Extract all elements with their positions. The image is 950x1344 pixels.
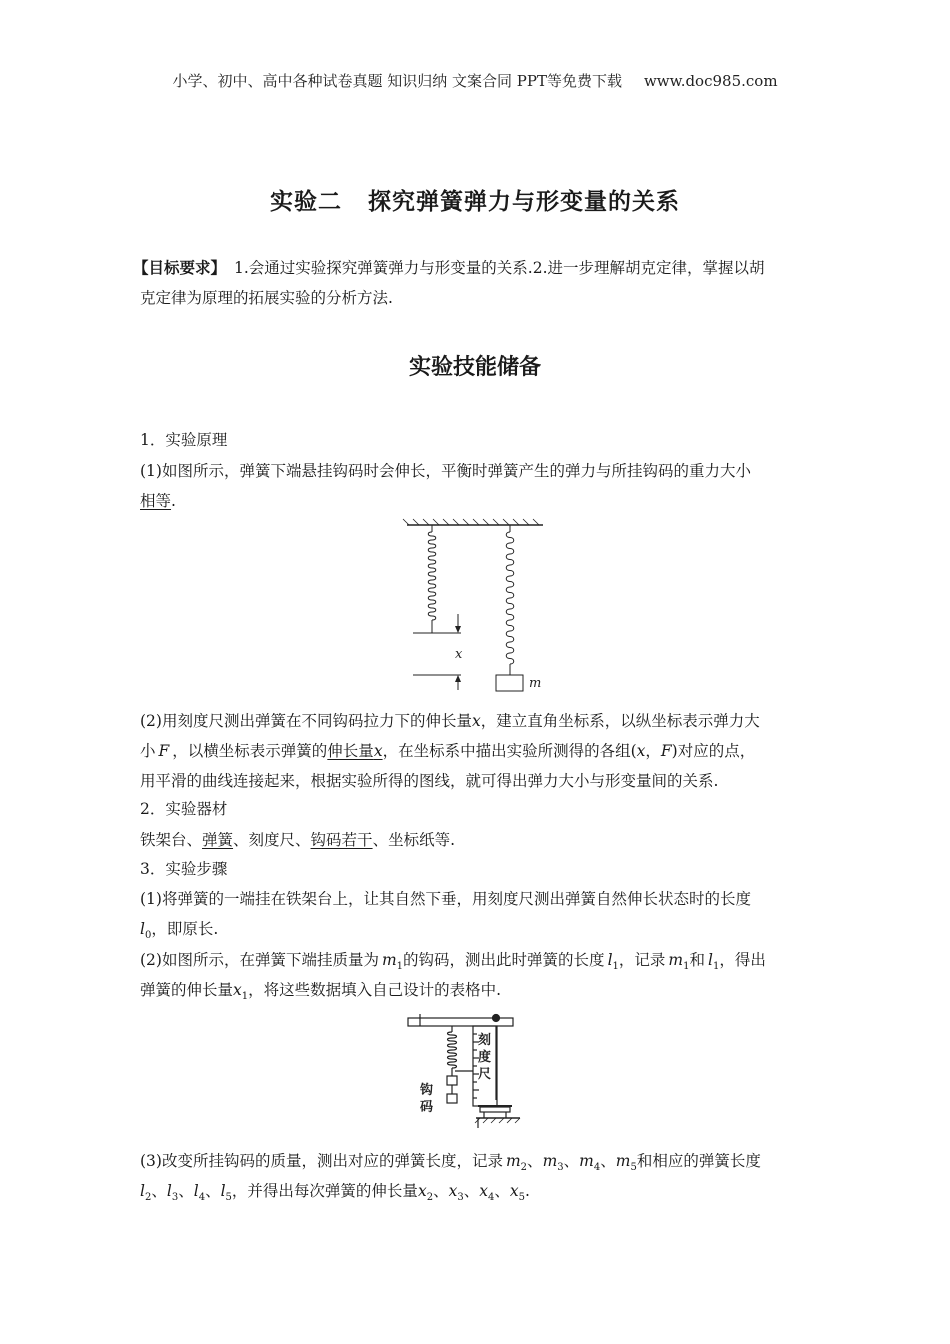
sub: 2 — [144, 1192, 152, 1204]
t: (2)如图所示，在弹簧下端挂质量为 — [140, 951, 379, 969]
t: 、坐标纸等. — [372, 831, 455, 849]
sub: 1 — [396, 961, 404, 973]
fig1-label-x: x — [455, 647, 463, 662]
iron-stand-figure — [400, 1010, 525, 1138]
s1-p1-line1: (1)如图所示，弹簧下端悬挂钩码时会伸长，平衡时弹簧产生的弹力与所挂钩码的重力大小 — [140, 462, 751, 480]
s3-p3-line1: (3)改变所挂钩码的质量，测出对应的弹簧长度，记录 $m_2$、$m_3$、$m_4$、$m_5$和相应的弹簧长度 — [140, 1152, 761, 1174]
var: x — [373, 742, 383, 760]
var: l — [140, 1182, 145, 1200]
hook-char-2: 码 — [420, 1100, 434, 1115]
var: x — [509, 1182, 519, 1200]
var: l — [140, 920, 145, 938]
var: F — [660, 742, 672, 760]
sub: 3 — [171, 1192, 179, 1204]
sub: 3 — [557, 1162, 564, 1174]
goal-line-2 — [140, 288, 393, 308]
t: ，即原长. — [151, 920, 219, 938]
title-part1: 实验二 — [270, 189, 342, 215]
sub: 2 — [520, 1162, 528, 1174]
sub: 4 — [198, 1192, 206, 1204]
s1-p2-line2 — [140, 741, 755, 761]
var: m — [381, 951, 397, 969]
t: 的钩码，测出此时弹簧的长度 — [403, 951, 605, 969]
goal-line-1 — [133, 258, 765, 278]
s1-p2-line3: 用平滑的曲线连接起来，根据实验所得的图线，就可得出弹力大小与形变量间的关系. — [140, 772, 719, 790]
underlined-answer — [327, 742, 382, 760]
header-site: www.doc985.com — [643, 72, 778, 90]
sub: 4 — [487, 1192, 495, 1204]
var: m — [668, 951, 684, 969]
t: 、刻度尺、 — [233, 831, 311, 849]
var: F — [158, 742, 170, 760]
t: ，在坐标系中描出实验所测得的各组( — [382, 742, 637, 760]
t: . — [524, 1182, 530, 1200]
t: 和相应的弹簧长度 — [636, 1152, 761, 1170]
t: (2)用刻度尺测出弹簧在不同钩码拉力下的伸长量 — [140, 712, 472, 730]
s2-line — [140, 830, 455, 850]
t: ，并得出每次弹簧的伸长量 — [231, 1182, 418, 1200]
var: x — [417, 1182, 427, 1200]
s3-p1-line1: (1)将弹簧的一端挂在铁架台上，让其自然下垂，用刻度尺测出弹簧自然伸长状态时的长度 — [140, 890, 751, 908]
s2-heading: 2．实验器材 — [140, 800, 228, 818]
var: x — [471, 712, 481, 730]
t: ， — [645, 742, 661, 760]
punct: . — [171, 492, 176, 510]
ruler-char-3: 尺 — [478, 1067, 492, 1082]
t: 和 — [689, 951, 706, 969]
var: m — [505, 1152, 521, 1170]
t: ，将这些数据填入自己设计的表格中. — [248, 981, 502, 999]
goal-text-1: 1.会通过实验探究弹簧弹力与形变量的关系.2.进一步理解胡克定律，掌握以胡 — [234, 259, 765, 277]
var: l — [708, 951, 713, 969]
underlined-answer: 弹簧 — [202, 831, 234, 849]
var: m — [615, 1152, 631, 1170]
s3-p3-line2: $l_2$、$l_3$、$l_4$、$l_5$，并得出每次弹簧的伸长量$x_2$、$x_3$、$x_4$、$x_5$. — [140, 1182, 530, 1204]
var: m — [542, 1152, 558, 1170]
header-text: 小学、初中、高中各种试卷真题 知识归纳 文案合同 PPT等免费下载 — [172, 72, 622, 90]
s1-heading: 1．实验原理 — [140, 431, 228, 449]
sub: 0 — [144, 930, 152, 942]
sub: 5 — [630, 1162, 637, 1174]
t: ，以横坐标表示弹簧的 — [172, 742, 328, 760]
s1-p1-line2 — [140, 491, 176, 511]
sub: 3 — [457, 1192, 464, 1204]
sub: 1 — [712, 961, 720, 973]
t: )对应的点， — [671, 742, 756, 760]
t: ，建立直角坐标系，以纵坐标表示弹力大 — [480, 712, 760, 730]
t: 小 — [140, 742, 156, 760]
sub: 2 — [426, 1192, 434, 1204]
s3-heading: 3．实验步骤 — [140, 860, 228, 878]
sub: 5 — [225, 1192, 232, 1204]
underlined-answer: 钩码若干 — [310, 831, 373, 849]
underlined-answer: 相等 — [140, 492, 172, 510]
sub: 1 — [683, 961, 690, 973]
t: 弹簧的伸长量 — [140, 981, 234, 999]
var: x — [448, 1182, 458, 1200]
ruler-char-2: 度 — [478, 1050, 492, 1065]
var: l — [193, 1182, 199, 1200]
page-title — [0, 183, 950, 216]
title-part2: 探究弹簧弹力与形变量的关系 — [368, 189, 680, 215]
t: ，记录 — [618, 951, 666, 969]
page-header — [0, 70, 950, 91]
s3-p2-line1 — [140, 950, 766, 977]
goal-label: 【目标要求】 — [133, 259, 227, 277]
var: l — [166, 1182, 172, 1200]
s1-p2-line1 — [140, 711, 760, 731]
spring-figure — [395, 518, 555, 698]
var: x — [479, 1182, 488, 1200]
fig1-label-m: m — [529, 676, 542, 691]
var: l — [220, 1182, 226, 1200]
s3-p1-line2 — [140, 919, 218, 946]
var: x — [233, 981, 242, 999]
var: x — [636, 742, 646, 760]
var: m — [579, 1152, 594, 1170]
s3-p2-line2 — [140, 980, 501, 1007]
sub: 1 — [612, 961, 619, 973]
t: 伸长量 — [327, 742, 374, 760]
t: ，得出 — [719, 951, 766, 969]
sub: 1 — [241, 991, 249, 1003]
var: l — [607, 951, 613, 969]
sub: 5 — [518, 1192, 525, 1204]
ruler-char-1: 刻 — [478, 1033, 492, 1048]
t: (3)改变所挂钩码的质量，测出对应的弹簧长度，记录 — [140, 1152, 503, 1170]
t: 铁架台、 — [140, 831, 203, 849]
sub: 4 — [593, 1162, 601, 1174]
hook-char-1: 钩 — [420, 1083, 434, 1098]
goal-text-2: 克定律为原理的拓展实验的分析方法. — [140, 289, 393, 307]
section-title: 实验技能储备 — [408, 355, 541, 380]
